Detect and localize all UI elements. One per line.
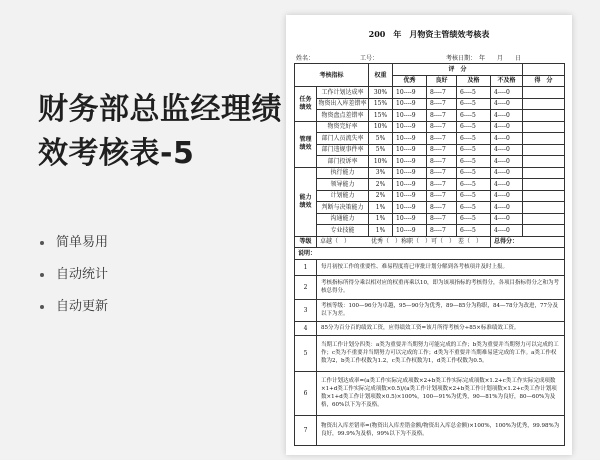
range-good: 8----7 — [427, 87, 457, 99]
feature-item: 自动统计 — [40, 268, 108, 300]
document-preview — [286, 15, 572, 455]
note-row — [295, 415, 565, 445]
range-excellent: 10----9 — [393, 144, 427, 156]
weight-value: 3% — [369, 167, 393, 179]
indicator-name: 专业技能 — [317, 225, 369, 237]
note-number: 6 — [295, 371, 317, 415]
indicator-name: 工作计划达成率 — [317, 87, 369, 99]
range-good: 8----7 — [427, 190, 457, 202]
range-pass: 6----5 — [457, 98, 491, 110]
indicator-name: 计划能力 — [317, 190, 369, 202]
notes-header-row — [295, 248, 565, 260]
range-fail: 4----0 — [491, 87, 523, 99]
weight-value: 15% — [369, 98, 393, 110]
note-text: 当期工作计划分四类：a类为重要并当期努力可能完成的工作；b类为重要并当期努力可以完成的工作；c类为不重要并当期努力可以完成的工作；d类为不重要并当期难易延完成的工作。a类工作权数为2，b类工作权数为1.2，c类工作权数为1，d类工作权数为0.5。 — [317, 335, 565, 371]
range-fail: 4----0 — [491, 121, 523, 133]
grade-row — [295, 236, 565, 248]
note-text: 物资出入库差错率=(物资出入库差错金额/物资出入库总金额)×100%，100%为优秀，99.98%为良好，99.9%为及格，99%以下为不及格。 — [317, 415, 565, 445]
total-score-label: 总得分： — [491, 236, 565, 248]
table-row — [295, 133, 565, 145]
document-title: 200 年 月物资主管绩效考核表 — [368, 29, 490, 39]
info-row — [294, 53, 564, 63]
score-cell — [523, 213, 565, 225]
note-number: 1 — [295, 259, 317, 275]
range-good: 8----7 — [427, 121, 457, 133]
score-cell — [523, 190, 565, 202]
indicator-name: 物资出入库差错率 — [317, 98, 369, 110]
range-pass: 6----5 — [457, 225, 491, 237]
header-excellent: 优秀 — [393, 75, 427, 87]
indicator-name: 判断与决策能力 — [317, 202, 369, 214]
weight-value: 10% — [369, 156, 393, 168]
notes-label: 说明： — [295, 248, 565, 260]
range-excellent: 10----9 — [393, 213, 427, 225]
score-cell — [523, 167, 565, 179]
table-row — [295, 110, 565, 122]
range-good: 8----7 — [427, 225, 457, 237]
range-excellent: 10----9 — [393, 167, 427, 179]
range-pass: 6----5 — [457, 133, 491, 145]
header-good: 良好 — [427, 75, 457, 87]
group-name: 能力绩效 — [295, 167, 317, 236]
range-good: 8----7 — [427, 156, 457, 168]
table-row — [295, 202, 565, 214]
table-row — [295, 213, 565, 225]
promo-title: 财务部总监经理绩效考核表-5 — [38, 92, 282, 171]
feature-item: 简单易用 — [40, 236, 108, 268]
range-fail: 4----0 — [491, 156, 523, 168]
table-row — [295, 87, 565, 99]
header-indicator: 考核指标 — [295, 64, 369, 87]
header-rating: 评 分 — [393, 64, 523, 76]
note-text: 85分为百分百的绩效工资，应得绩效工资=该月所得考核分÷85×标准绩效工资。 — [317, 321, 565, 335]
range-excellent: 10----9 — [393, 87, 427, 99]
feature-list — [40, 236, 108, 332]
range-pass: 6----5 — [457, 121, 491, 133]
group-name: 管理绩效 — [295, 121, 317, 167]
note-text: 考核等级：100—96分为卓越，95—90分为优秀，89—85分为称职，84—78分为改进，77分及以下为差。 — [317, 299, 565, 321]
header-score: 得 分 — [523, 75, 565, 87]
date-label: 考核日期： 年 月 日 — [446, 55, 522, 62]
weight-value: 1% — [369, 213, 393, 225]
header-fail: 不及格 — [491, 75, 523, 87]
indicator-name: 沟通能力 — [317, 213, 369, 225]
indicator-name: 执行能力 — [317, 167, 369, 179]
note-number: 3 — [295, 299, 317, 321]
range-fail: 4----0 — [491, 110, 523, 122]
note-text: 每月初按工作的重要性、难易程度将已审批计划分解到各考核项并及时上报。 — [317, 259, 565, 275]
weight-value: 2% — [369, 190, 393, 202]
name-label: 姓名： — [296, 55, 315, 62]
range-fail: 4----0 — [491, 202, 523, 214]
indicator-name: 部门人员流失率 — [317, 133, 369, 145]
range-fail: 4----0 — [491, 98, 523, 110]
weight-value: 10% — [369, 121, 393, 133]
range-good: 8----7 — [427, 133, 457, 145]
range-good: 8----7 — [427, 202, 457, 214]
weight-value: 15% — [369, 110, 393, 122]
weight-value: 30% — [369, 87, 393, 99]
range-fail: 4----0 — [491, 225, 523, 237]
range-excellent: 10----9 — [393, 225, 427, 237]
score-cell — [523, 98, 565, 110]
table-row — [295, 98, 565, 110]
range-good: 8----7 — [427, 167, 457, 179]
note-row — [295, 371, 565, 415]
header-blank — [523, 64, 565, 76]
header-row — [295, 64, 565, 76]
range-pass: 6----5 — [457, 87, 491, 99]
note-row — [295, 259, 565, 275]
score-cell — [523, 202, 565, 214]
indicator-name: 物资完好率 — [317, 121, 369, 133]
table-row — [295, 144, 565, 156]
note-row — [295, 335, 565, 371]
note-row — [295, 321, 565, 335]
score-cell — [523, 144, 565, 156]
score-cell — [523, 110, 565, 122]
note-number: 2 — [295, 275, 317, 299]
range-fail: 4----0 — [491, 144, 523, 156]
table-row — [295, 167, 565, 179]
range-good: 8----7 — [427, 98, 457, 110]
weight-value: 5% — [369, 133, 393, 145]
grade-options: 卓越（ ） 优秀（ ）称职（ ）可（ ） 差（ ） — [317, 236, 491, 248]
range-fail: 4----0 — [491, 133, 523, 145]
table-row — [295, 225, 565, 237]
header-weight: 权重 — [369, 64, 393, 87]
note-row — [295, 299, 565, 321]
table-row — [295, 179, 565, 191]
table-row — [295, 190, 565, 202]
score-cell — [523, 121, 565, 133]
range-excellent: 10----9 — [393, 190, 427, 202]
weight-value: 5% — [369, 144, 393, 156]
range-fail: 4----0 — [491, 167, 523, 179]
range-excellent: 10----9 — [393, 179, 427, 191]
score-cell — [523, 156, 565, 168]
range-pass: 6----5 — [457, 190, 491, 202]
note-text: 工作计划达成率=(a类工作实际完成项数×2+b类工作实际完成项数×1.2+c类工作实际完成项数×1+d类工作实际完成项数×0.5)/(a类工作计划项数×2+b类工作计划项数×1.2+c类工作计划项数×1+d类工作计划项数×0.5)×100%，100—91%为优秀，90—81%为良好，80—60%为及格，60%以下为不及格。 — [317, 371, 565, 415]
range-good: 8----7 — [427, 144, 457, 156]
feature-item: 自动更新 — [40, 300, 108, 332]
range-excellent: 10----9 — [393, 121, 427, 133]
range-excellent: 10----9 — [393, 156, 427, 168]
range-pass: 6----5 — [457, 179, 491, 191]
note-text: 考核指标所得分乘以相对应的权重再乘以10，即为该项指标的考核得分，各项目指标得分之和为考核总得分。 — [317, 275, 565, 299]
range-excellent: 10----9 — [393, 110, 427, 122]
range-good: 8----7 — [427, 179, 457, 191]
range-pass: 6----5 — [457, 156, 491, 168]
note-number: 7 — [295, 415, 317, 445]
indicator-name: 部门投诉率 — [317, 156, 369, 168]
range-fail: 4----0 — [491, 213, 523, 225]
score-cell — [523, 133, 565, 145]
range-good: 8----7 — [427, 110, 457, 122]
group-name: 任务绩效 — [295, 87, 317, 122]
range-pass: 6----5 — [457, 213, 491, 225]
weight-value: 1% — [369, 225, 393, 237]
range-good: 8----7 — [427, 213, 457, 225]
note-number: 4 — [295, 321, 317, 335]
grade-label: 等级 — [295, 236, 317, 248]
note-row — [295, 275, 565, 299]
id-label: 工号： — [360, 55, 379, 62]
range-pass: 6----5 — [457, 144, 491, 156]
range-pass: 6----5 — [457, 202, 491, 214]
weight-value: 2% — [369, 179, 393, 191]
table-row — [295, 121, 565, 133]
indicator-name: 部门违规事件率 — [317, 144, 369, 156]
range-pass: 6----5 — [457, 110, 491, 122]
evaluation-table — [294, 63, 565, 446]
range-fail: 4----0 — [491, 190, 523, 202]
indicator-name: 物资盘点差错率 — [317, 110, 369, 122]
table-row — [295, 156, 565, 168]
range-excellent: 10----9 — [393, 133, 427, 145]
note-number: 5 — [295, 335, 317, 371]
range-excellent: 10----9 — [393, 202, 427, 214]
indicator-name: 领导能力 — [317, 179, 369, 191]
score-cell — [523, 87, 565, 99]
range-excellent: 10----9 — [393, 98, 427, 110]
score-cell — [523, 225, 565, 237]
range-fail: 4----0 — [491, 179, 523, 191]
score-cell — [523, 179, 565, 191]
weight-value: 1% — [369, 202, 393, 214]
header-pass: 及格 — [457, 75, 491, 87]
range-pass: 6----5 — [457, 167, 491, 179]
